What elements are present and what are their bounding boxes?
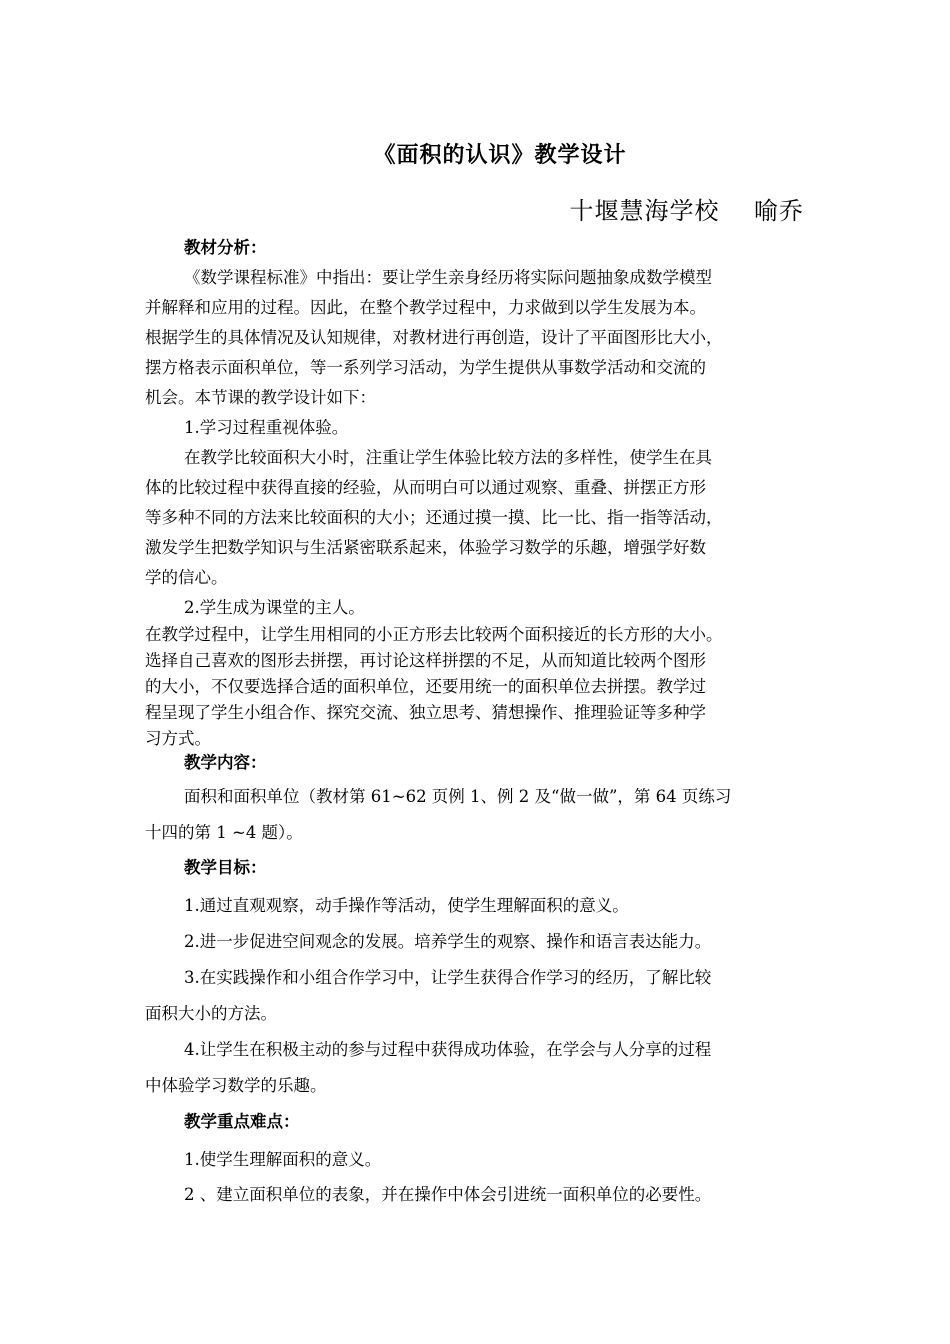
- body-text-line: 3.在实践操作和小组合作学习中，让学生获得合作学习的经历，了解比较: [184, 968, 712, 987]
- section-heading: 教学重点难点：: [184, 1112, 300, 1131]
- body-text-line: 体的比较过程中获得直接的经验，从而明白可以通过观察、重叠、拼摆正方形: [145, 478, 706, 497]
- body-text-line: 2.进一步促进空间观念的发展。培养学生的观察、操作和语言表达能力。: [184, 932, 712, 951]
- body-text-line: 的大小，不仅要选择合适的面积单位，还要用统一的面积单位去拼摆。教学过: [145, 677, 706, 696]
- body-text-line: 十四的第 1 ~4 题）。: [145, 823, 303, 842]
- document-author: 十堰慧海学校 喻乔: [569, 197, 804, 225]
- body-text-line: 机会。本节课的教学设计如下：: [145, 388, 376, 407]
- body-text-line: 4.让学生在积极主动的参与过程中获得成功体验，在学会与人分享的过程: [184, 1040, 712, 1059]
- body-text-line: 在教学比较面积大小时，注重让学生体验比较方法的多样性，使学生在具: [184, 448, 712, 467]
- body-text-line: 学的信心。: [145, 568, 228, 587]
- body-text-line: 程呈现了学生小组合作、探究交流、独立思考、猜想操作、推理验证等多种学: [145, 703, 706, 722]
- body-text-line: 面积和面积单位（教材第 61~62 页例 1、例 2 及“做一做”，第 64 页练习: [184, 787, 732, 806]
- section-heading: 教学内容：: [184, 753, 267, 772]
- body-text-line: 根据学生的具体情况及认知规律，对教材进行再创造，设计了平面图形比大小，: [145, 328, 723, 347]
- section-heading: 教学目标：: [184, 858, 267, 877]
- body-text-line: 1.使学生理解面积的意义。: [184, 1150, 382, 1169]
- body-text-line: 1.通过直观观察，动手操作等活动，使学生理解面积的意义。: [184, 896, 629, 915]
- body-text-line: 《数学课程标准》中指出：要让学生亲身经历将实际问题抽象成数学模型: [184, 268, 712, 287]
- body-text-line: 在教学过程中，让学生用相同的小正方形去比较两个面积接近的长方形的大小。: [145, 625, 723, 644]
- body-text-line: 中体验学习数学的乐趣。: [145, 1076, 327, 1095]
- body-text-line: 2 、建立面积单位的表象，并在操作中体会引进统一面积单位的必要性。: [184, 1185, 712, 1204]
- body-text-line: 1.学习过程重视体验。: [184, 418, 349, 437]
- body-text-line: 2.学生成为课堂的主人。: [184, 598, 365, 617]
- document-title: 《面积的认识》教学设计: [373, 142, 627, 168]
- body-text-line: 选择自己喜欢的图形去拼摆，再讨论这样拼摆的不足，从而知道比较两个图形: [145, 651, 706, 670]
- section-heading: 教材分析：: [184, 238, 267, 257]
- body-text-line: 激发学生把数学知识与生活紧密联系起来，体验学习数学的乐趣，增强学好数: [145, 538, 706, 557]
- body-text-line: 摆方格表示面积单位，等一系列学习活动，为学生提供从事数学活动和交流的: [145, 358, 706, 377]
- body-text-line: 等多种不同的方法来比较面积的大小；还通过摸一摸、比一比、指一指等活动，: [145, 508, 723, 527]
- body-text-line: 习方式。: [145, 729, 211, 748]
- body-text-line: 并解释和应用的过程。因此，在整个教学过程中，力求做到以学生发展为本。: [145, 298, 706, 317]
- body-text-line: 面积大小的方法。: [145, 1004, 277, 1023]
